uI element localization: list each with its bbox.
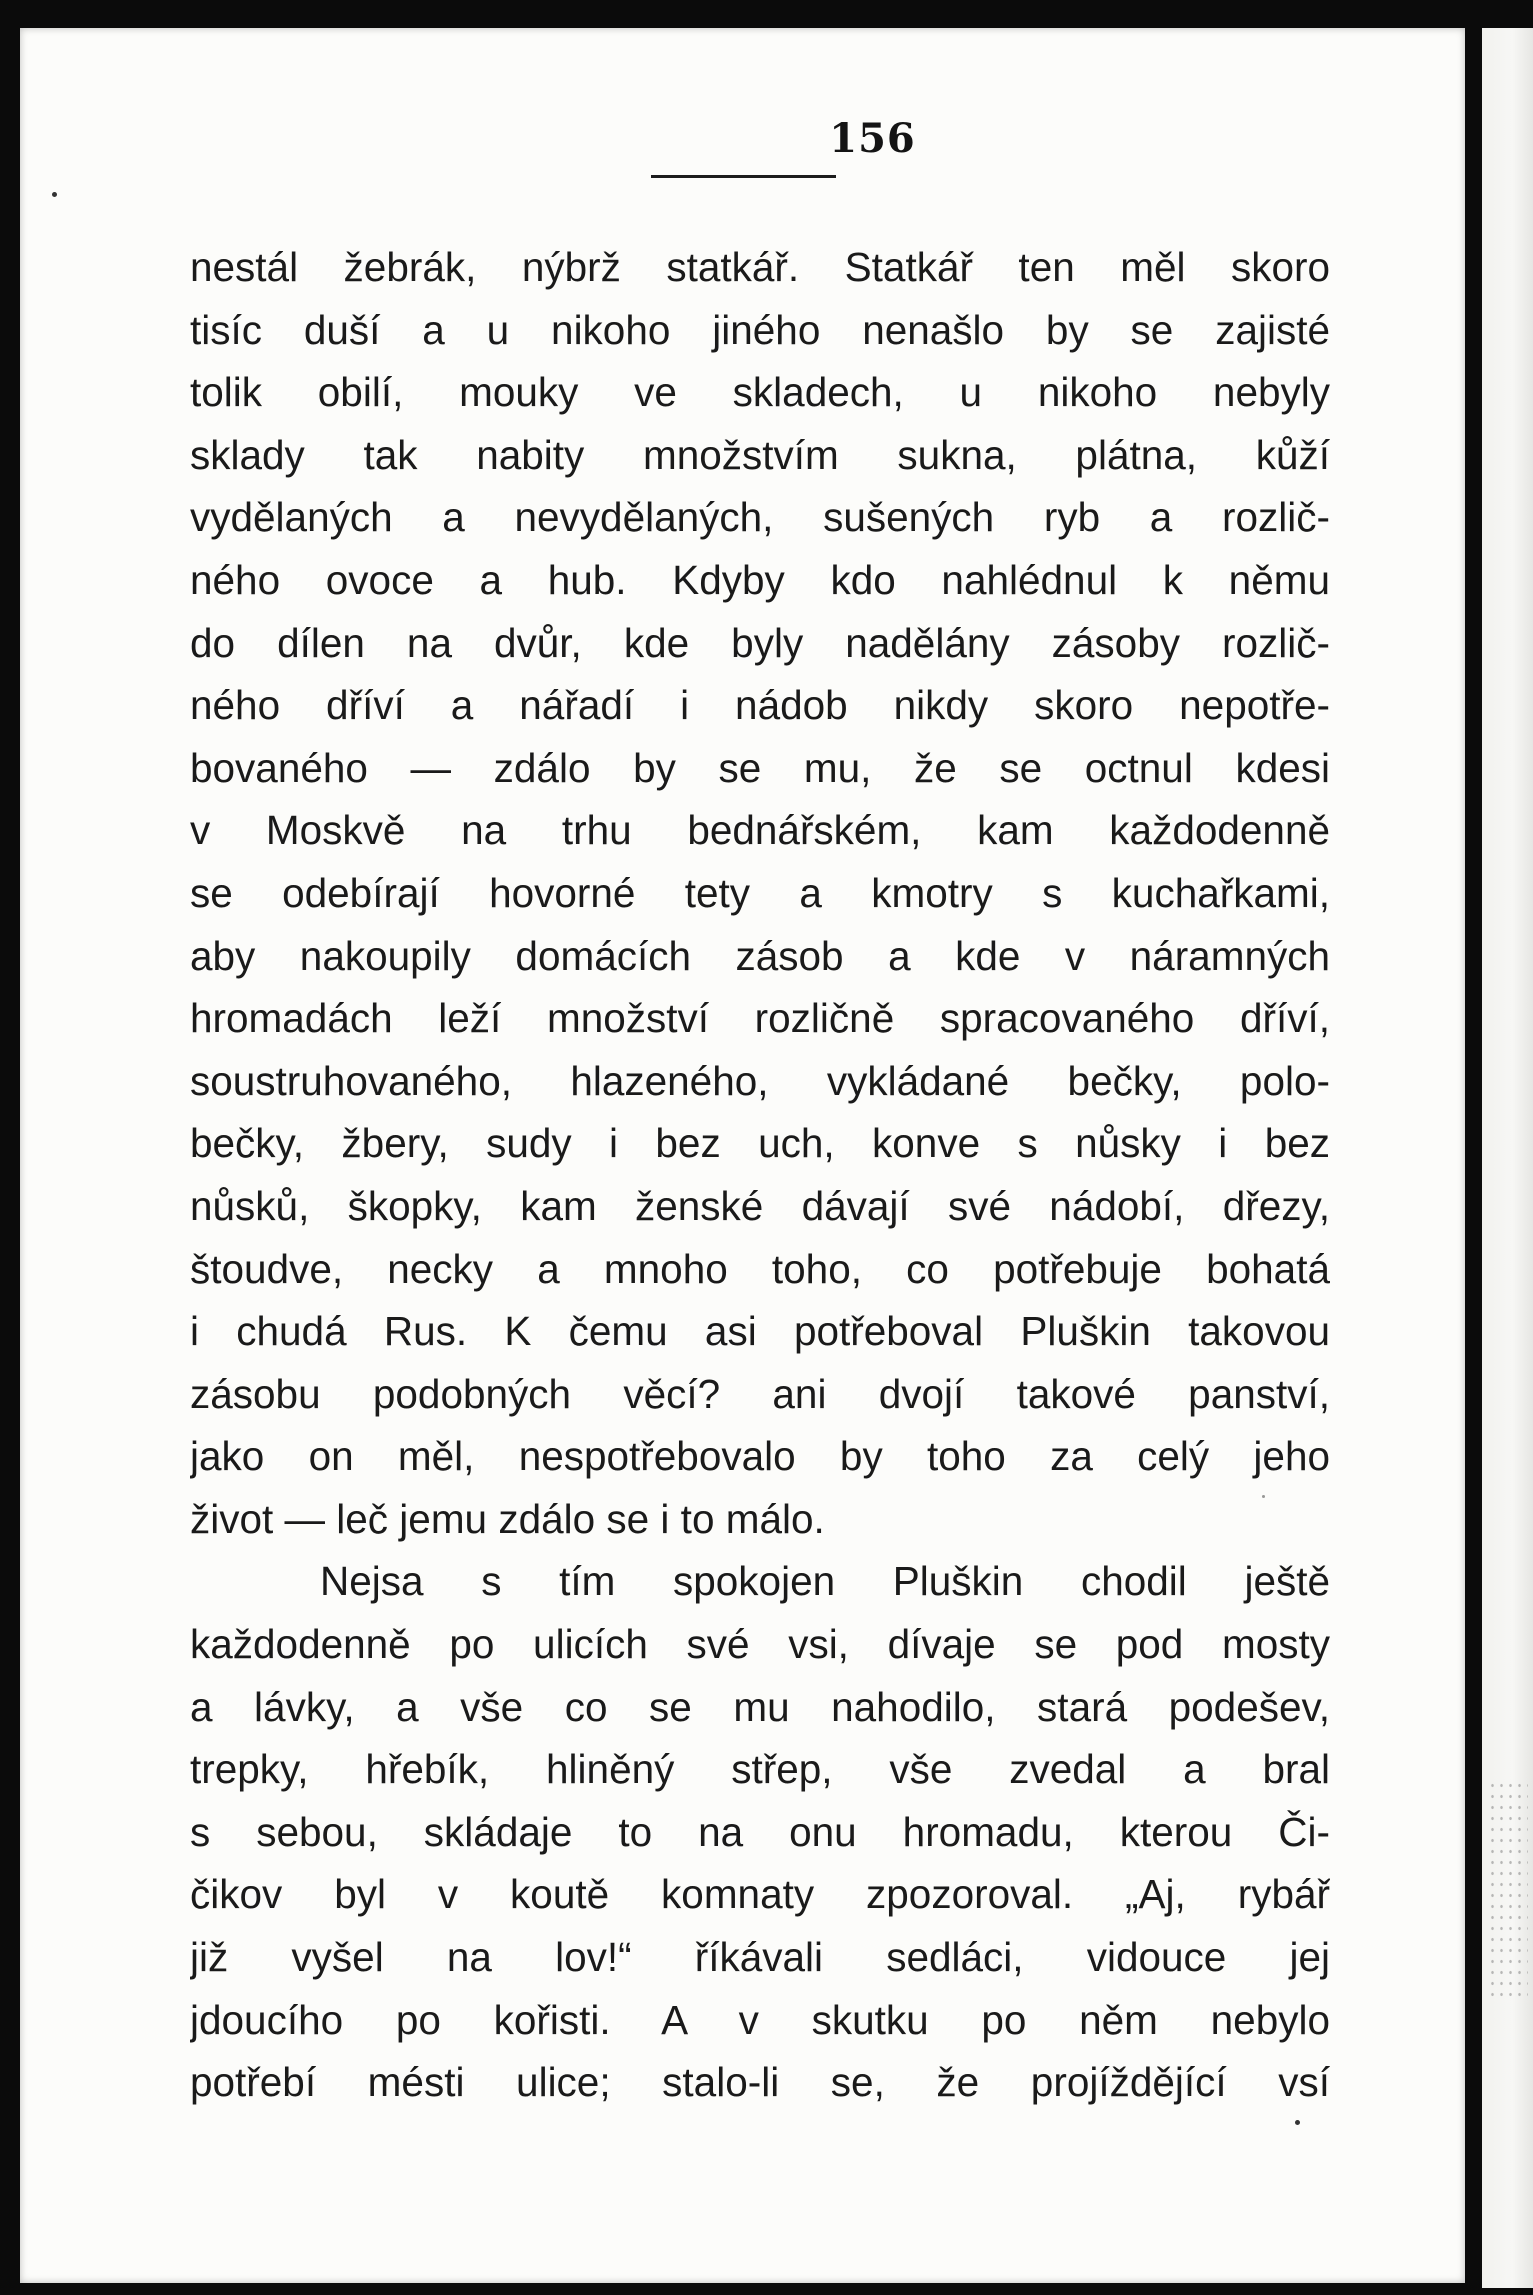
text-line: v Moskvě na trhu bednářském, kam každodenně (190, 807, 1330, 854)
text-line: život — leč jemu zdálo se i to málo. (190, 1495, 825, 1542)
text-line: vydělaných a nevydělaných, sušených ryb a rozlič- (190, 494, 1330, 541)
text-line: sklady tak nabity množstvím sukna, plátna, kůží (190, 431, 1330, 478)
text-line: zásobu podobných věcí? ani dvojí takové panství, (190, 1370, 1330, 1417)
text-line: bečky, žbery, sudy i bez uch, konve s nůsky i bez (190, 1120, 1330, 1167)
text-line: hromadách leží množství rozličně spracovaného dříví, (190, 995, 1330, 1042)
page-number: 156 (829, 115, 916, 162)
text-line: do dílen na dvůr, kde byly nadělány zásoby rozlič- (190, 619, 1330, 666)
ink-speck (1262, 1495, 1265, 1498)
text-line: každodenně po ulicích své vsi, dívaje se pod mosty (190, 1621, 1330, 1668)
text-line: čikov byl v koutě komnaty zpozoroval. „Aj, rybář (190, 1871, 1330, 1918)
text-line: tolik obilí, mouky ve skladech, u nikoho nebyly (190, 369, 1330, 416)
text-line: trepky, hřebík, hliněný střep, vše zvedal a bral (190, 1746, 1330, 1793)
scan-noise (1488, 1780, 1528, 2000)
text-line: již vyšel na lov!“ říkávali sedláci, vidouce jej (190, 1934, 1330, 1981)
text-line: potřebí mésti ulice; stalo-li se, že projíždějící vsí (190, 2059, 1330, 2106)
text-line: s sebou, skládaje to na onu hromadu, kterou Či- (190, 1808, 1330, 1855)
body-text (190, 236, 1330, 2114)
text-line: se odebírají hovorné tety a kmotry s kuchařkami, (190, 869, 1330, 916)
text-line: bovaného — zdálo by se mu, že se octnul kdesi (190, 744, 1330, 791)
header-rule (651, 175, 836, 178)
text-line: ného ovoce a hub. Kdyby kdo nahlédnul k němu (190, 556, 1330, 603)
text-line: nůsků, škopky, kam ženské dávají své nádobí, dřezy, (190, 1182, 1330, 1229)
text-line: a lávky, a vše co se mu nahodilo, stará podešev, (190, 1683, 1330, 1730)
text-line: jdoucího po kořisti. A v skutku po něm nebylo (190, 1996, 1330, 2043)
text-line: i chudá Rus. K čemu asi potřeboval Pluškin takovou (190, 1308, 1330, 1355)
text-line: aby nakoupily domácích zásob a kde v náramných (190, 932, 1330, 979)
text-line: ného dříví a nářadí i nádob nikdy skoro nepotře- (190, 682, 1330, 729)
paragraph-first-line: Nejsa s tím spokojen Pluškin chodil ještě (320, 1558, 1330, 1605)
text-line: nestál žebrák, nýbrž statkář. Statkář ten měl skoro (190, 244, 1330, 290)
text-line: tisíc duší a u nikoho jiného nenašlo by se zajisté (190, 306, 1330, 353)
text-line: štoudve, necky a mnoho toho, co potřebuje bohatá (190, 1245, 1330, 1292)
ink-speck (1295, 2120, 1300, 2125)
text-line: soustruhovaného, hlazeného, vykládané bečky, polo- (190, 1057, 1330, 1104)
ink-speck (52, 192, 57, 197)
text-line: jako on měl, nespotřebovalo by toho za celý jeho (190, 1433, 1330, 1480)
